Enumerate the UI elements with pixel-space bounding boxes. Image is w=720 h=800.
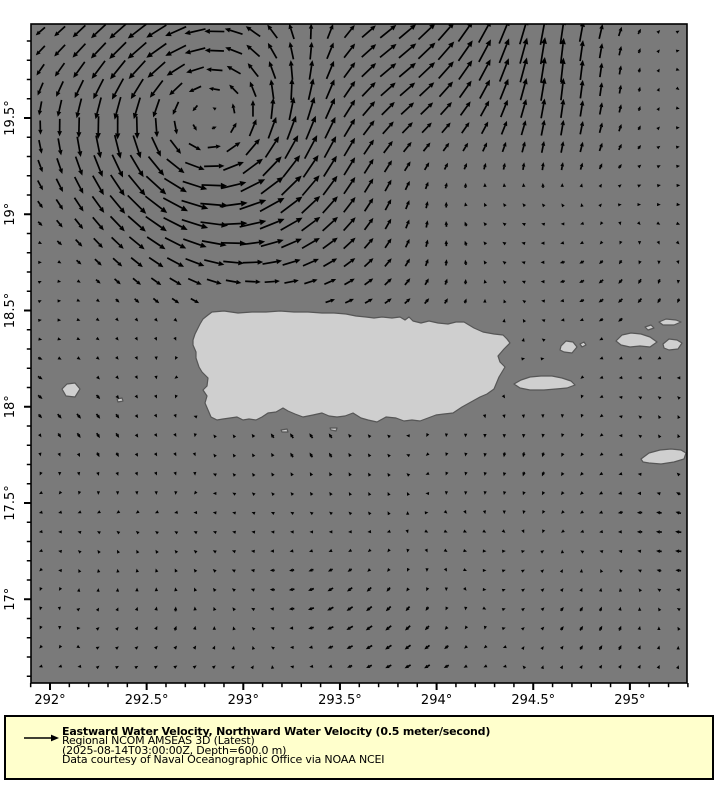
- legend-reference-arrow-icon: [23, 732, 61, 744]
- island-caja-de-muertos: [281, 429, 288, 432]
- x-tick-label: 294°: [420, 693, 453, 708]
- x-tick-label: 295°: [614, 693, 646, 708]
- y-tick-label: 18.5°: [3, 292, 18, 329]
- legend-title: Eastward Water Velocity, Northward Water Velocity (0.5 meter/second): [62, 725, 491, 738]
- x-tick-label: 294.5°: [511, 693, 556, 708]
- x-tick-label: 292.5°: [124, 693, 169, 708]
- legend-attribution: Data courtesy of Naval Oceanographic Office via NOAA NCEI: [62, 753, 385, 767]
- y-tick-label: 18°: [3, 395, 18, 419]
- y-tick-label: 17°: [3, 587, 18, 611]
- x-tick-label: 293.5°: [318, 693, 362, 708]
- legend-dataset: Regional NCOM AMSEAS 3D (Latest): [62, 734, 255, 748]
- legend-time-depth: (2025-08-14T03:00:00Z, Depth=600.0 m): [62, 743, 287, 757]
- y-tick-label: 19°: [3, 202, 18, 226]
- y-tick-label: 19.5°: [3, 100, 18, 136]
- island-monito: [117, 398, 123, 402]
- island-puerto-rico: [193, 311, 510, 422]
- x-tick-label: 292°: [34, 693, 66, 708]
- x-tick-label: 293°: [227, 693, 259, 708]
- y-tick-label: 17.5°: [3, 485, 18, 521]
- legend-box: [4, 715, 714, 780]
- island-islet: [330, 428, 337, 431]
